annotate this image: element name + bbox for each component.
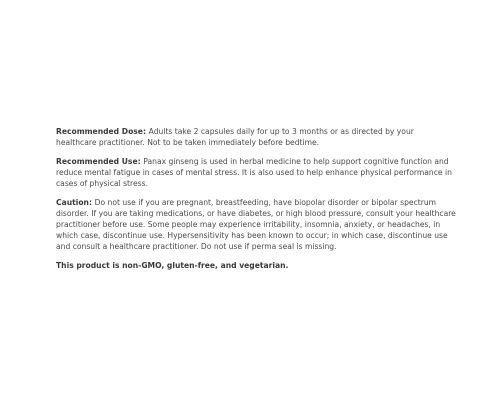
recommended-dose-label: Recommended Dose:	[56, 127, 149, 136]
product-info	[56, 126, 456, 271]
caution-paragraph	[56, 197, 456, 252]
recommended-use-label: Recommended Use:	[56, 157, 144, 166]
caution-text: Do not use if you are pregnant, breastfeeding, have biopolar disorder or bipolar spectrum disorder. If you are taking medications, or have diabetes, or high blood pressure, consult your healthcare practitioner before use. Some people may experience irritability, insomnia, anxiety, or headaches, in which case, discontinue use. Hypersensitivity has been known to occur; in which case, discontinue use and consult a healthcare practitioner. Do not use if perma seal is missing.	[56, 198, 456, 251]
caution-label: Caution:	[56, 198, 95, 207]
recommended-dose-text: Adults take 2 capsules daily for up to 3 months or as directed by your healthcare practitioner. Not to be taken immediately before bedtime.	[56, 127, 414, 147]
recommended-use-paragraph	[56, 156, 456, 189]
recommended-use-text: Panax ginseng is used in herbal medicine to help support cognitive function and reduce mental fatigue in cases of mental stress. It is also used to help enhance physical performance in cases of physical stress.	[56, 157, 452, 188]
non-gmo-note: This product is non-GMO, gluten-free, and vegetarian.	[56, 261, 289, 270]
recommended-dose-paragraph	[56, 126, 456, 148]
